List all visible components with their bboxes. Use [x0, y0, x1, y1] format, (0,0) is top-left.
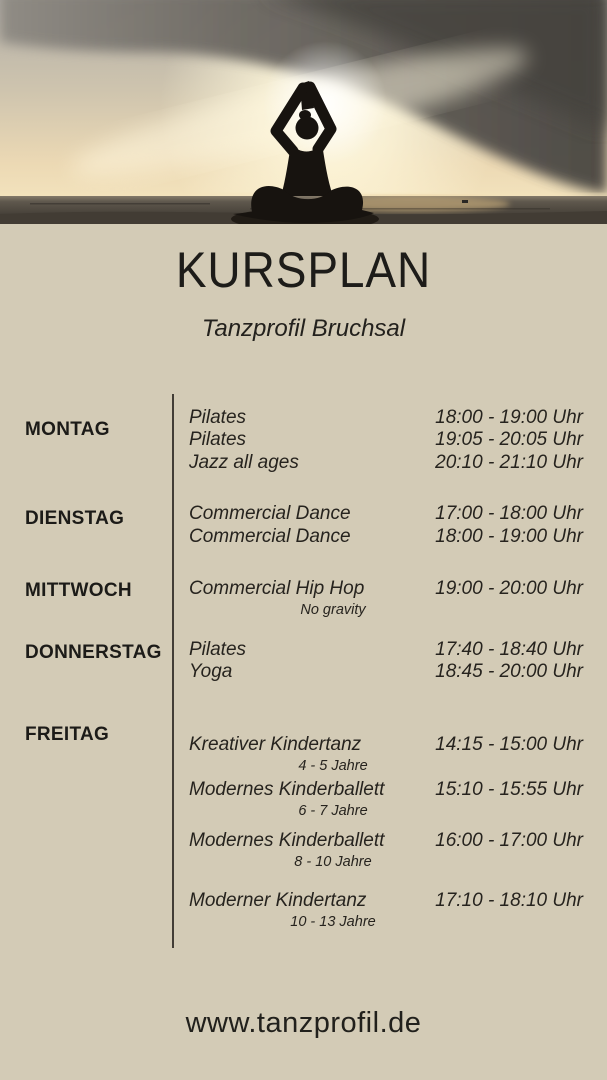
- courses-column: [172, 407, 607, 474]
- course-entry: [189, 429, 583, 451]
- course-name: Yoga: [189, 661, 233, 683]
- course-name: Modernes Kinderballett: [189, 829, 385, 851]
- day-label-column: [0, 407, 172, 474]
- course-entry: [189, 578, 583, 621]
- course-name: Commercial Dance: [189, 525, 351, 547]
- course-time: 17:00 - 18:00 Uhr: [435, 503, 583, 525]
- day-block-montag: [0, 407, 607, 474]
- day-block-donnerstag: [0, 639, 607, 684]
- course-schedule: [0, 394, 607, 948]
- course-time: 16:00 - 17:00 Uhr: [435, 829, 583, 851]
- day-label-column: [0, 639, 172, 684]
- course-row: [189, 578, 583, 600]
- courses-column: [172, 578, 607, 621]
- day-label: MITTWOCH: [25, 580, 132, 602]
- day-label-column: [0, 503, 172, 548]
- course-time: 19:00 - 20:00 Uhr: [435, 578, 583, 600]
- course-name: Kreativer Kindertanz: [189, 733, 362, 755]
- yoga-sunset-illustration: [0, 0, 607, 224]
- course-row: [189, 429, 583, 451]
- course-entry: [189, 779, 583, 822]
- day-label: MONTAG: [25, 419, 110, 440]
- day-block-freitag: [0, 724, 607, 933]
- course-name: Pilates: [189, 429, 247, 451]
- course-age-note: 10 - 13 Jahre: [290, 914, 376, 931]
- course-name: Commercial Hip Hop: [189, 578, 365, 600]
- course-entry: [189, 503, 583, 525]
- day-label: FREITAG: [25, 723, 110, 745]
- courses-column: [172, 724, 607, 933]
- course-entry: [189, 661, 583, 683]
- course-entry: [189, 526, 583, 548]
- day-block-mittwoch: [0, 578, 607, 621]
- courses-column: [172, 503, 607, 548]
- course-entry: [189, 890, 583, 933]
- head: [296, 117, 319, 140]
- website-url: www.tanzprofil.de: [185, 1007, 422, 1039]
- course-row: [189, 830, 583, 852]
- course-entry: [189, 639, 583, 661]
- yoga-sunset-photo: [0, 0, 607, 224]
- course-age-note: 6 - 7 Jahre: [298, 803, 368, 820]
- page-title: KURSPLAN: [175, 242, 432, 298]
- vertical-divider: [172, 394, 174, 948]
- course-row: [189, 526, 583, 548]
- course-name: Moderner Kindertanz: [189, 889, 367, 911]
- course-entry: [189, 830, 583, 873]
- course-entry: [189, 734, 583, 777]
- course-entry: [189, 407, 583, 429]
- day-label: DIENSTAG: [25, 508, 125, 530]
- course-row: [189, 890, 583, 912]
- course-row: [189, 452, 583, 474]
- course-time: 20:10 - 21:10 Uhr: [435, 451, 583, 473]
- course-row: [189, 407, 583, 429]
- day-block-dienstag: [0, 503, 607, 548]
- studio-name: Tanzprofil Bruchsal: [201, 315, 406, 342]
- course-name: Jazz all ages: [189, 451, 299, 473]
- course-time: 18:00 - 19:00 Uhr: [435, 525, 583, 547]
- course-time: 15:10 - 15:55 Uhr: [435, 778, 583, 800]
- course-row: [189, 734, 583, 756]
- boat-speck: [462, 200, 468, 203]
- course-note: No gravity: [300, 602, 366, 619]
- course-time: 17:40 - 18:40 Uhr: [435, 639, 583, 661]
- course-age-note: 8 - 10 Jahre: [294, 854, 372, 871]
- course-row: [189, 779, 583, 801]
- day-label-column: [0, 724, 172, 933]
- course-row: [189, 661, 583, 683]
- course-name: Commercial Dance: [189, 503, 351, 525]
- course-row: [189, 503, 583, 525]
- day-label-column: [0, 578, 172, 621]
- course-time: 18:45 - 20:00 Uhr: [435, 661, 583, 683]
- course-name: Pilates: [189, 407, 247, 428]
- course-name: Pilates: [189, 639, 247, 661]
- course-time: 19:05 - 20:05 Uhr: [435, 429, 583, 451]
- course-age-note: 4 - 5 Jahre: [298, 758, 368, 775]
- course-name: Modernes Kinderballett: [189, 778, 385, 800]
- course-time: 17:10 - 18:10 Uhr: [435, 889, 583, 911]
- courses-column: [172, 639, 607, 684]
- course-time: 14:15 - 15:00 Uhr: [435, 733, 583, 755]
- course-time: 18:00 - 19:00 Uhr: [435, 407, 583, 428]
- day-label: DONNERSTAG: [25, 642, 162, 664]
- course-row: [189, 639, 583, 661]
- wave-line: [30, 203, 210, 205]
- course-entry: [189, 452, 583, 474]
